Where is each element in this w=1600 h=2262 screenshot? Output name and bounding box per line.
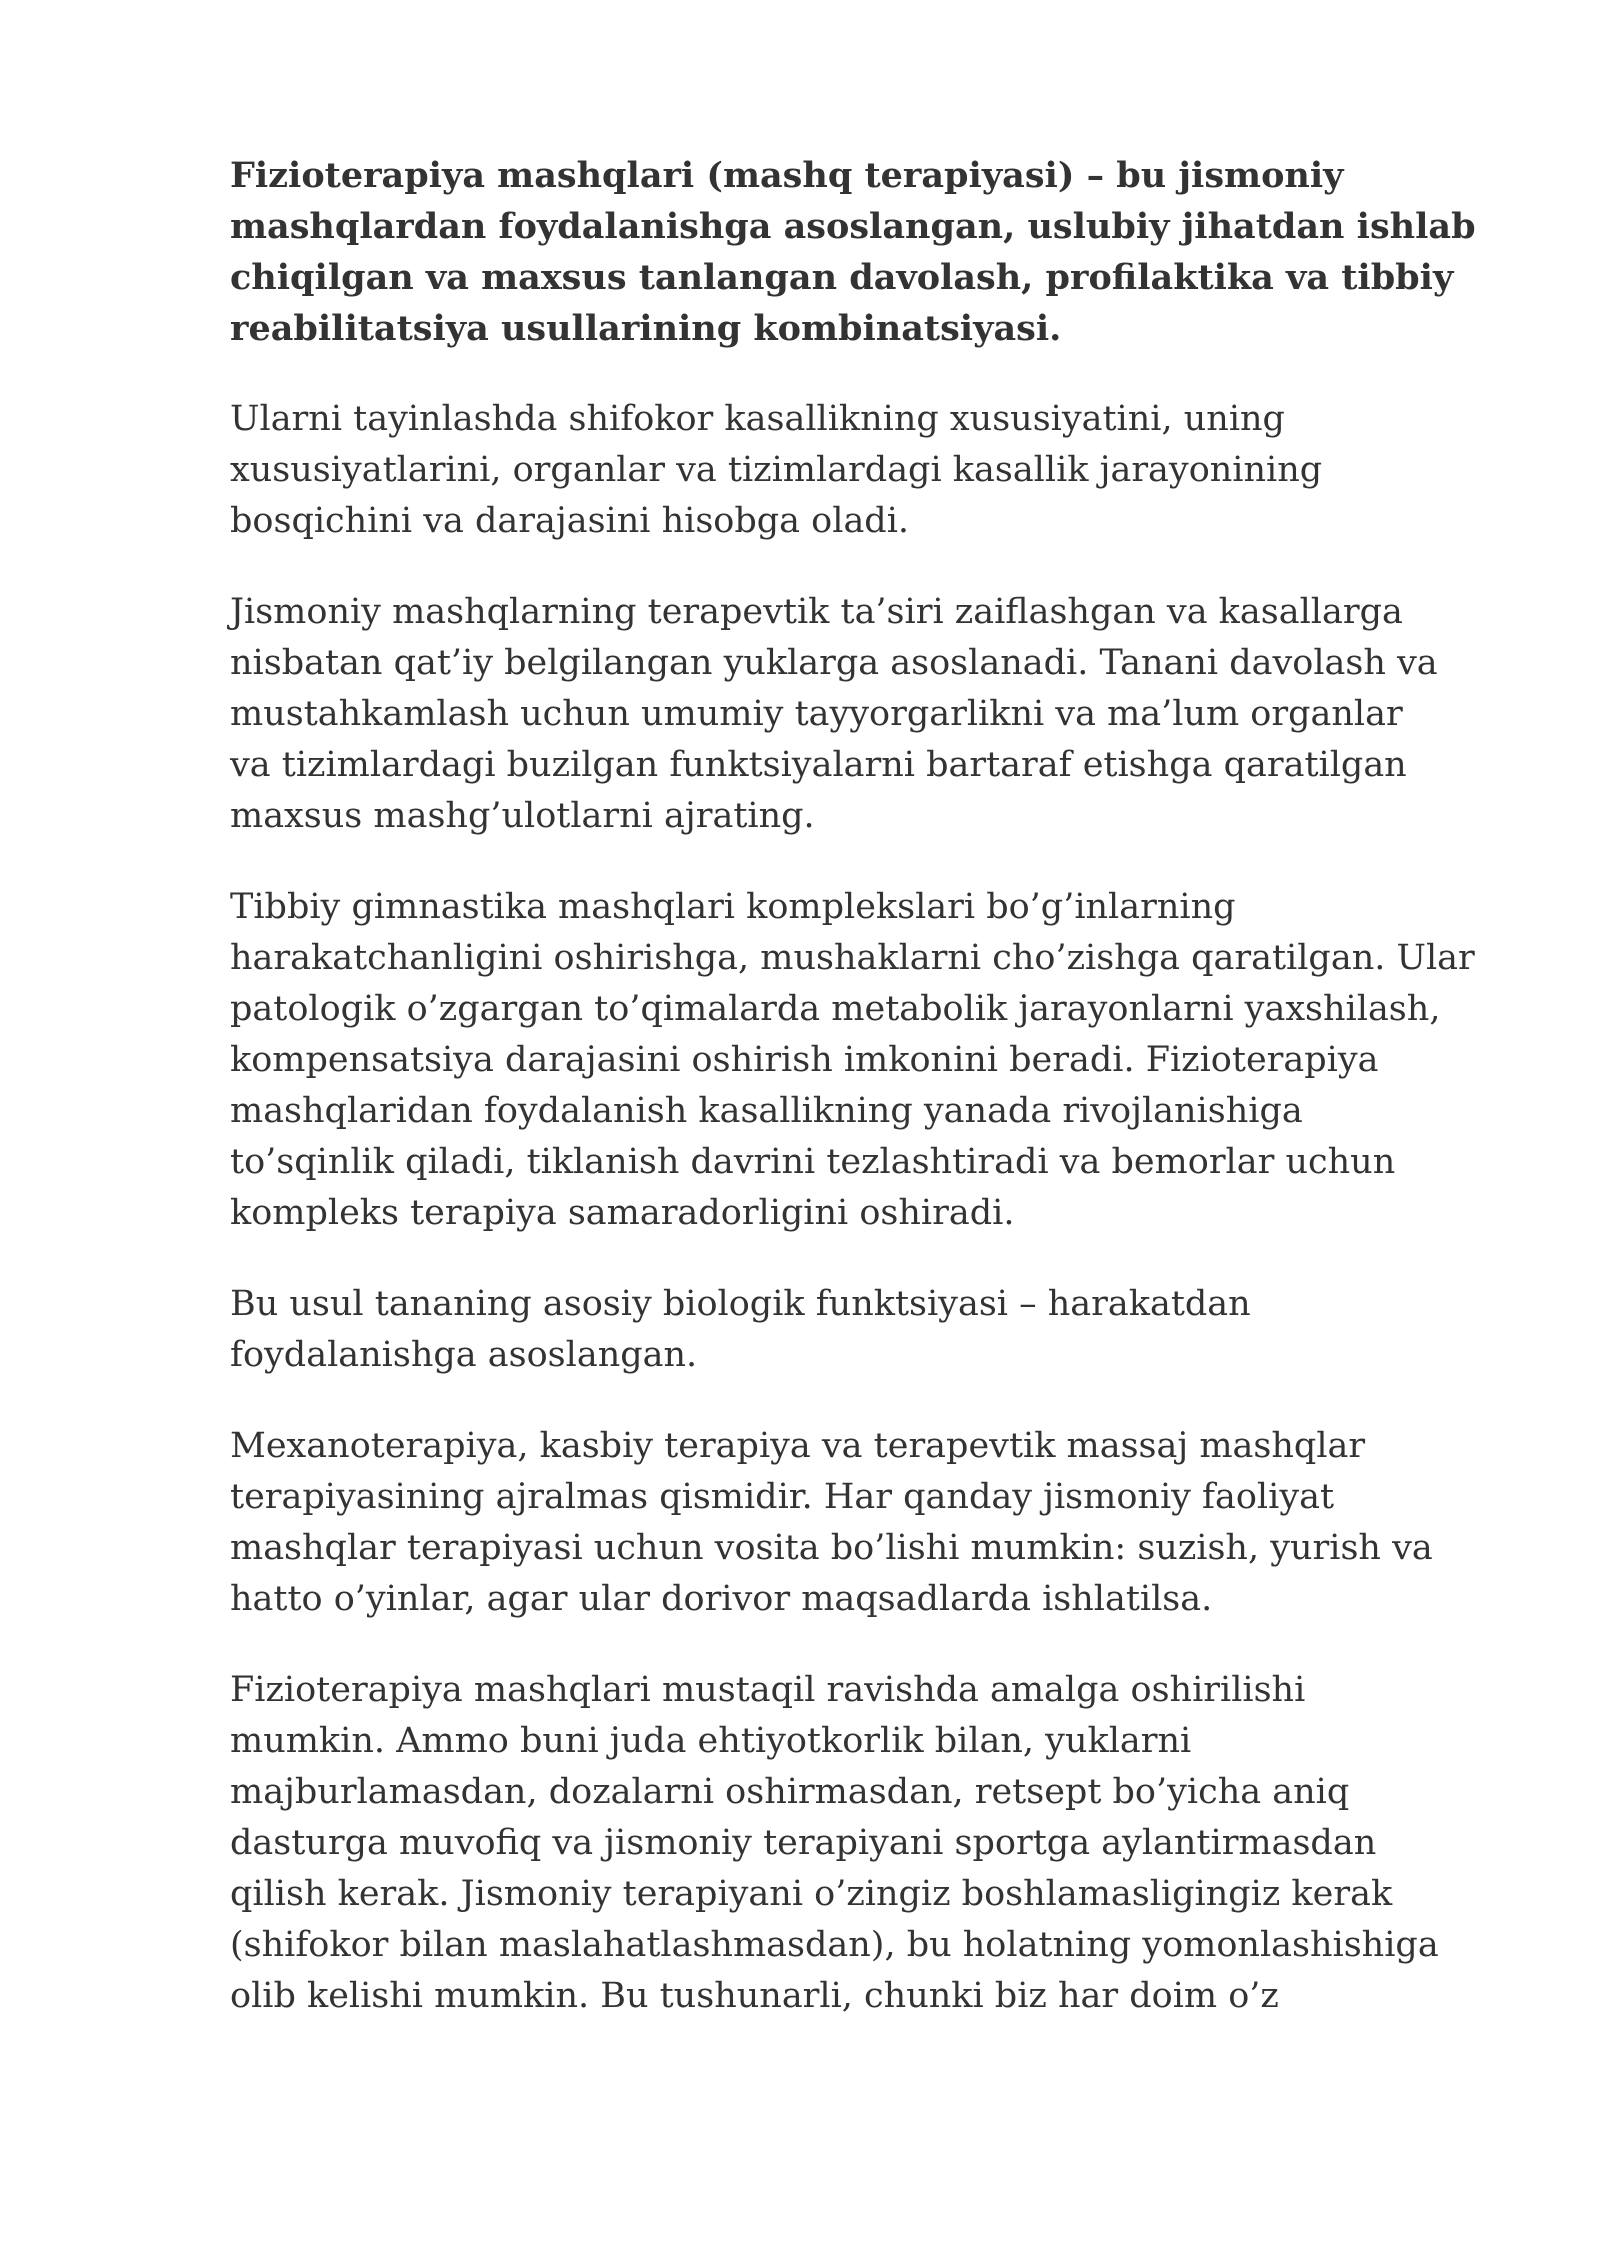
text-line: olib kelishi mumkin. Bu tushunarli, chunki biz har doim o’z: [230, 1976, 1279, 2016]
text-line: Bu usul tananing asosiy biologik funktsiyasi – harakatdan: [230, 1284, 1251, 1324]
text-line: dasturga muvofiq va jismoniy terapiyani sportga aylantirmasdan: [230, 1823, 1377, 1863]
text-line: kompleks terapiya samaradorligini oshiradi.: [230, 1193, 1015, 1233]
text-line: mashqlardan foydalanishga asoslangan, uslubiy jihatdan ishlab: [230, 206, 1476, 247]
paragraph-1-definition: [230, 150, 1530, 354]
paragraph-5: [230, 1279, 1530, 1381]
document-page: [230, 150, 1530, 2062]
text-line: Mexanoterapiya, kasbiy terapiya va terapevtik massaj mashqlar: [230, 1426, 1366, 1466]
text-line: mashqlar terapiyasi uchun vosita bo’lishi mumkin: suzish, yurish va: [230, 1528, 1433, 1568]
paragraph-2: [230, 394, 1530, 547]
text-line: hatto o’yinlar, agar ular dorivor maqsadlarda ishlatilsa.: [230, 1579, 1213, 1619]
text-line: harakatchanligini oshirishga, mushaklarni cho’zishga qaratilgan. Ular: [230, 938, 1475, 978]
text-line: mashqlaridan foydalanish kasallikning yanada rivojlanishiga: [230, 1091, 1303, 1131]
text-line: nisbatan qat’iy belgilangan yuklarga asoslanadi. Tanani davolash va: [230, 643, 1438, 683]
text-line: Tibbiy gimnastika mashqlari komplekslari bo’g’inlarning: [230, 887, 1236, 927]
text-line: maxsus mashg’ulotlarni ajrating.: [230, 796, 815, 836]
text-line: majburlamasdan, dozalarni oshirmasdan, retsept bo’yicha aniq: [230, 1772, 1350, 1812]
text-line: chiqilgan va maxsus tanlangan davolash, profilaktika va tibbiy: [230, 257, 1454, 298]
text-line: patologik o’zgargan to’qimalarda metabolik jarayonlarni yaxshilash,: [230, 989, 1441, 1029]
text-line: va tizimlardagi buzilgan funktsiyalarni bartaraf etishga qaratilgan: [230, 745, 1407, 785]
paragraph-7: [230, 1665, 1530, 2022]
text-line: mustahkamlash uchun umumiy tayyorgarlikni va ma’lum organlar: [230, 694, 1403, 734]
text-line: foydalanishga asoslangan.: [230, 1335, 698, 1375]
paragraph-6: [230, 1421, 1530, 1625]
text-line: (shifokor bilan maslahatlashmasdan), bu holatning yomonlashishiga: [230, 1925, 1439, 1965]
text-line: kompensatsiya darajasini oshirish imkonini beradi. Fizioterapiya: [230, 1040, 1379, 1080]
text-line: xususiyatlarini, organlar va tizimlardagi kasallik jarayonining: [230, 450, 1323, 490]
text-line: Jismoniy mashqlarning terapevtik ta’siri zaiflashgan va kasallarga: [230, 592, 1403, 632]
text-line: Fizioterapiya mashqlari (mashq terapiyasi) – bu jismoniy: [230, 155, 1344, 196]
paragraph-3: [230, 587, 1530, 842]
text-line: Ularni tayinlashda shifokor kasallikning xususiyatini, uning: [230, 399, 1285, 439]
text-line: to’sqinlik qiladi, tiklanish davrini tezlashtiradi va bemorlar uchun: [230, 1142, 1396, 1182]
text-line: bosqichini va darajasini hisobga oladi.: [230, 501, 910, 541]
text-line: terapiyasining ajralmas qismidir. Har qanday jismoniy faoliyat: [230, 1477, 1335, 1517]
paragraph-4: [230, 882, 1530, 1239]
text-line: mumkin. Ammo buni juda ehtiyotkorlik bilan, yuklarni: [230, 1721, 1192, 1761]
text-line: reabilitatsiya usullarining kombinatsiyasi.: [230, 308, 1062, 349]
text-line: qilish kerak. Jismoniy terapiyani o’zingiz boshlamasligingiz kerak: [230, 1874, 1393, 1914]
text-line: Fizioterapiya mashqlari mustaqil ravishda amalga oshirilishi: [230, 1670, 1306, 1710]
